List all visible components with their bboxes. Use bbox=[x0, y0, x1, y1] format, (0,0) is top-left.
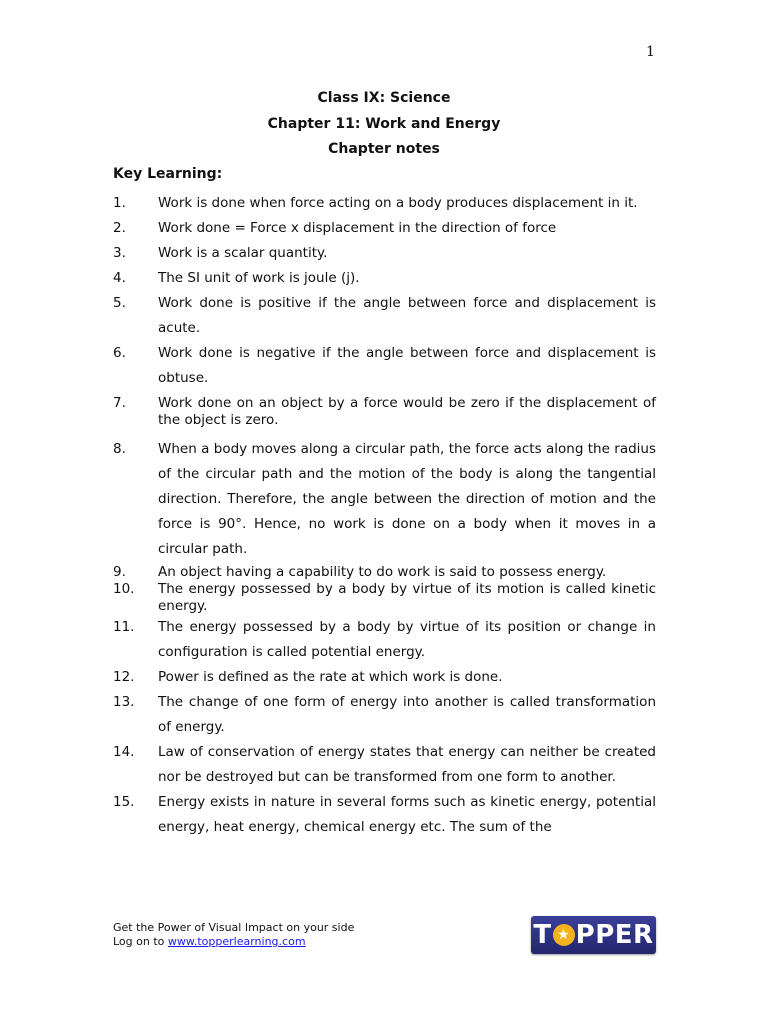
note-item bbox=[113, 564, 656, 581]
note-item bbox=[113, 437, 656, 562]
footer-logon-prefix: Log on to bbox=[113, 935, 168, 948]
notes-list bbox=[113, 191, 656, 840]
footer-tagline: Get the Power of Visual Impact on your side bbox=[113, 921, 355, 934]
note-item bbox=[113, 291, 656, 341]
note-number: 13. bbox=[113, 694, 135, 710]
note-text: Power is defined as the rate at which work is done. bbox=[158, 669, 503, 685]
note-item bbox=[113, 341, 656, 391]
note-text: The energy possessed by a body by virtue of its position or change in configuration is called potential energy. bbox=[158, 619, 656, 660]
topperlearning-link[interactable]: www.topperlearning.com bbox=[167, 935, 306, 948]
note-number: 7. bbox=[113, 395, 126, 411]
notes-title: Chapter notes bbox=[328, 141, 440, 157]
note-number: 5. bbox=[113, 295, 126, 311]
note-number: 9. bbox=[113, 564, 126, 580]
note-number: 8. bbox=[113, 441, 126, 457]
note-item bbox=[113, 266, 656, 291]
logo-text-start: T bbox=[533, 920, 552, 950]
note-item bbox=[113, 615, 656, 665]
note-text: The change of one form of energy into another is called transformation of energy. bbox=[158, 694, 656, 735]
note-number: 11. bbox=[113, 619, 135, 635]
note-number: 10. bbox=[113, 581, 135, 597]
note-text: Work done = Force x displacement in the direction of force bbox=[158, 220, 557, 236]
note-text: An object having a capability to do work is said to possess energy. bbox=[158, 564, 607, 580]
note-number: 14. bbox=[113, 744, 135, 760]
note-text: Work done is positive if the angle between force and displacement is acute. bbox=[158, 295, 656, 336]
star-icon: ★ bbox=[553, 924, 575, 946]
note-number: 4. bbox=[113, 270, 126, 286]
note-text: Work done is negative if the angle between force and displacement is obtuse. bbox=[158, 345, 656, 386]
class-title: Class IX: Science bbox=[317, 90, 451, 106]
note-item bbox=[113, 581, 656, 615]
note-item bbox=[113, 241, 656, 266]
note-text: The SI unit of work is joule (j). bbox=[158, 270, 360, 286]
key-learning-heading: Key Learning: bbox=[113, 166, 223, 182]
note-text: Law of conservation of energy states that energy can neither be created nor be destroyed but can be transformed from one form to another. bbox=[158, 744, 656, 785]
note-number: 6. bbox=[113, 345, 126, 361]
note-item bbox=[113, 740, 656, 790]
chapter-title: Chapter 11: Work and Energy bbox=[267, 116, 501, 132]
page-number: 1 bbox=[646, 44, 655, 60]
footer-logon bbox=[113, 935, 354, 949]
note-text: Work is a scalar quantity. bbox=[158, 245, 328, 261]
note-item bbox=[113, 790, 656, 840]
note-number: 1. bbox=[113, 195, 126, 211]
footer bbox=[113, 921, 354, 949]
topper-logo bbox=[531, 916, 656, 954]
logo-text-end: PPER bbox=[575, 920, 654, 950]
note-number: 15. bbox=[113, 794, 135, 810]
note-number: 2. bbox=[113, 220, 126, 236]
note-number: 12. bbox=[113, 669, 135, 685]
note-text: Energy exists in nature in several forms such as kinetic energy, potential energy, heat energy, chemical energy etc. The sum of the bbox=[158, 794, 656, 835]
note-item bbox=[113, 191, 656, 216]
note-text: The energy possessed by a body by virtue of its motion is called kinetic energy. bbox=[158, 581, 656, 614]
note-text: Work is done when force acting on a body produces displacement in it. bbox=[158, 195, 638, 211]
note-item bbox=[113, 665, 656, 690]
note-item bbox=[113, 690, 656, 740]
note-text: Work done on an object by a force would be zero if the displacement of the object is zero. bbox=[158, 395, 656, 428]
note-number: 3. bbox=[113, 245, 126, 261]
note-item bbox=[113, 216, 656, 241]
note-item bbox=[113, 395, 656, 429]
note-text: When a body moves along a circular path, the force acts along the radius of the circular path and the motion of the body is along the tangential direction. Therefore, the angle between the direction of motion and the force is 90°. Hence, no work is done on a body when it moves in a circular path. bbox=[158, 441, 656, 557]
